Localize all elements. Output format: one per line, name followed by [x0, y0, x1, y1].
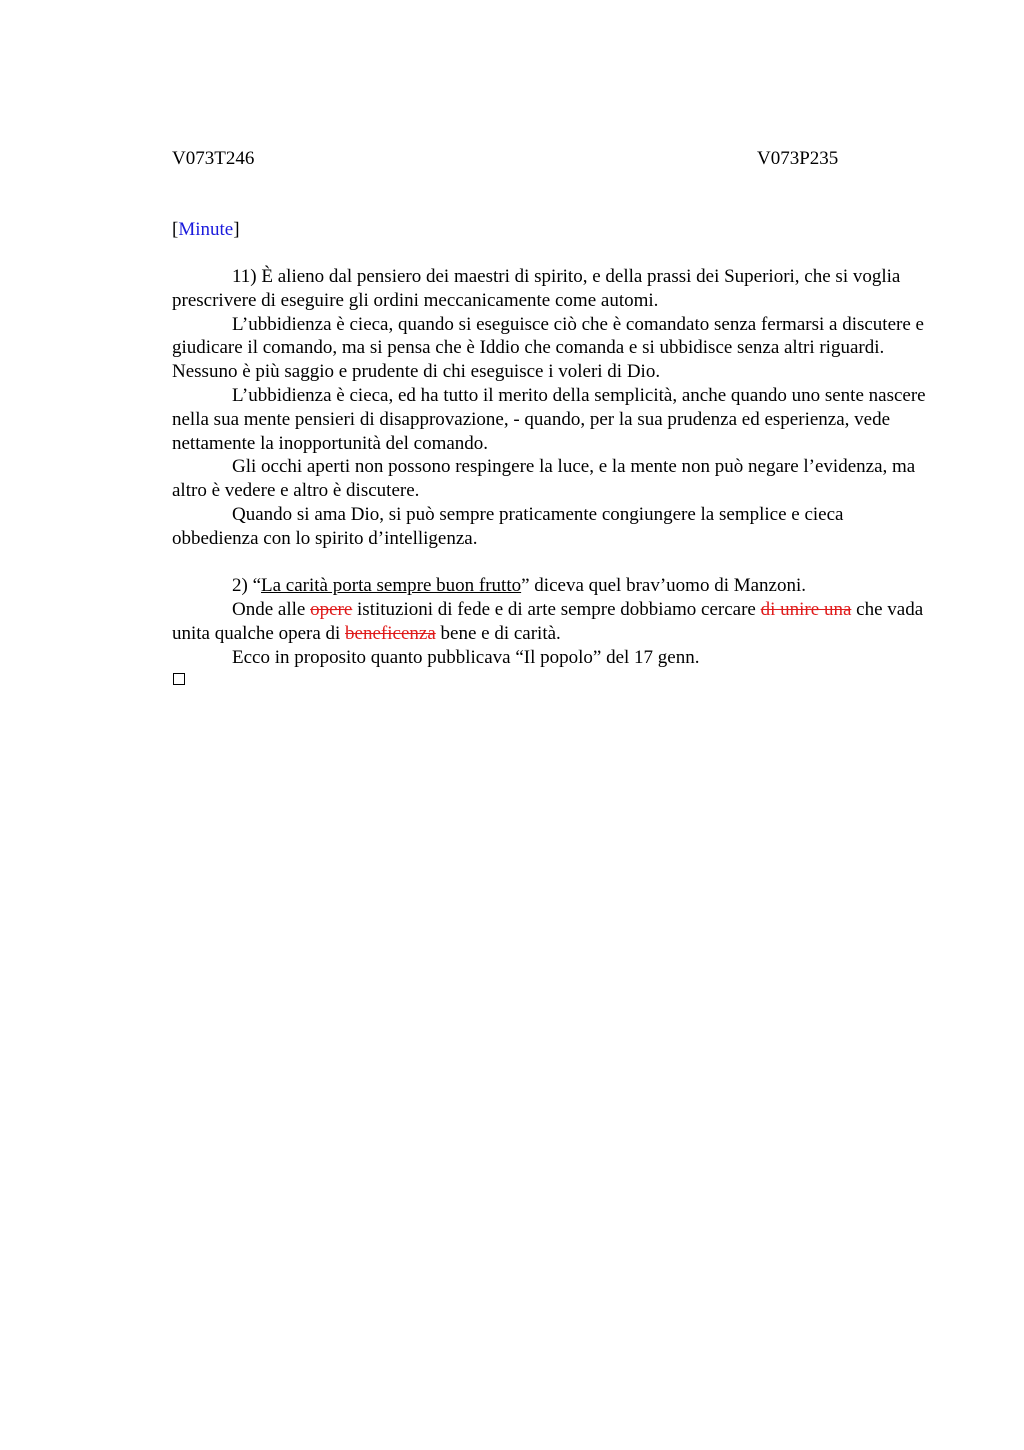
paragraph-simplicity-merit: L’ubbidienza è cieca, ed ha tutto il merito della semplicità, anche quando uno sente nascere nella sua mente pensieri di disapprovazione, - quando, per la sua prudenza ed esperienza, vede nettamente la inopportunità del comando. [172, 384, 926, 454]
minute-link[interactable]: Minute [178, 219, 234, 240]
open-bracket: [ [172, 219, 179, 240]
text-segment: bene e di carità. [435, 622, 561, 644]
quote-prefix: 2) “ [232, 575, 262, 597]
paragraph-open-eyes: Gli occhi aperti non possono respingere la luce, e la mente non può negare l’evidenza, ma altro è vedere e altro è discutere. [172, 456, 916, 502]
paragraph-spacer [172, 551, 932, 575]
paragraph-blind-obedience: L’ubbidienza è cieca, quando si eseguisce ciò che è comandato senza fermarsi a discutere e giudicare il comando, ma si pensa che è Iddio che comanda e si ubbidisce senza altri riguardi. Nessuno è più saggio e prudente di chi eseguisce i voleri di Dio. [172, 313, 924, 383]
section-label [172, 218, 240, 242]
paragraph-works [172, 598, 932, 646]
text-segment: Onde alle [232, 599, 311, 621]
deleted-text-beneficenza: beneficenza [345, 622, 436, 644]
document-code-left: V073T246 [172, 148, 255, 169]
paragraph-popolo: Ecco in proposito quanto pubblicava “Il popolo” del 17 genn. [232, 646, 700, 668]
page-header [172, 147, 932, 171]
paragraph-love-god: Quando si ama Dio, si può sempre praticamente congiungere la semplice e cieca obbedienza con lo spirito d’intelligenza. [172, 503, 844, 549]
document-code-right: V073P235 [757, 148, 839, 169]
paragraph-obedience-intro: 11) È alieno dal pensiero dei maestri di spirito, e della prassi dei Superiori, che si voglia prescrivere di eseguire gli ordini meccanicamente come automi. [172, 266, 901, 311]
underlined-quote: La carità porta sempre buon frutto [261, 575, 522, 597]
text-segment: che vada unita qualche opera di [172, 599, 924, 644]
close-bracket: ] [233, 219, 240, 240]
quote-suffix: ” diceva quel brav’uomo di Manzoni. [521, 575, 807, 597]
text-segment: istituzioni di fede e di arte sempre dobbiamo cercare [352, 599, 761, 621]
checkbox[interactable] [173, 673, 185, 685]
paragraph-charity-quote [172, 574, 932, 598]
deleted-text-opere: opere [310, 599, 353, 621]
body-text [172, 265, 932, 670]
deleted-text-di-unire-una: di unire una [760, 599, 852, 621]
